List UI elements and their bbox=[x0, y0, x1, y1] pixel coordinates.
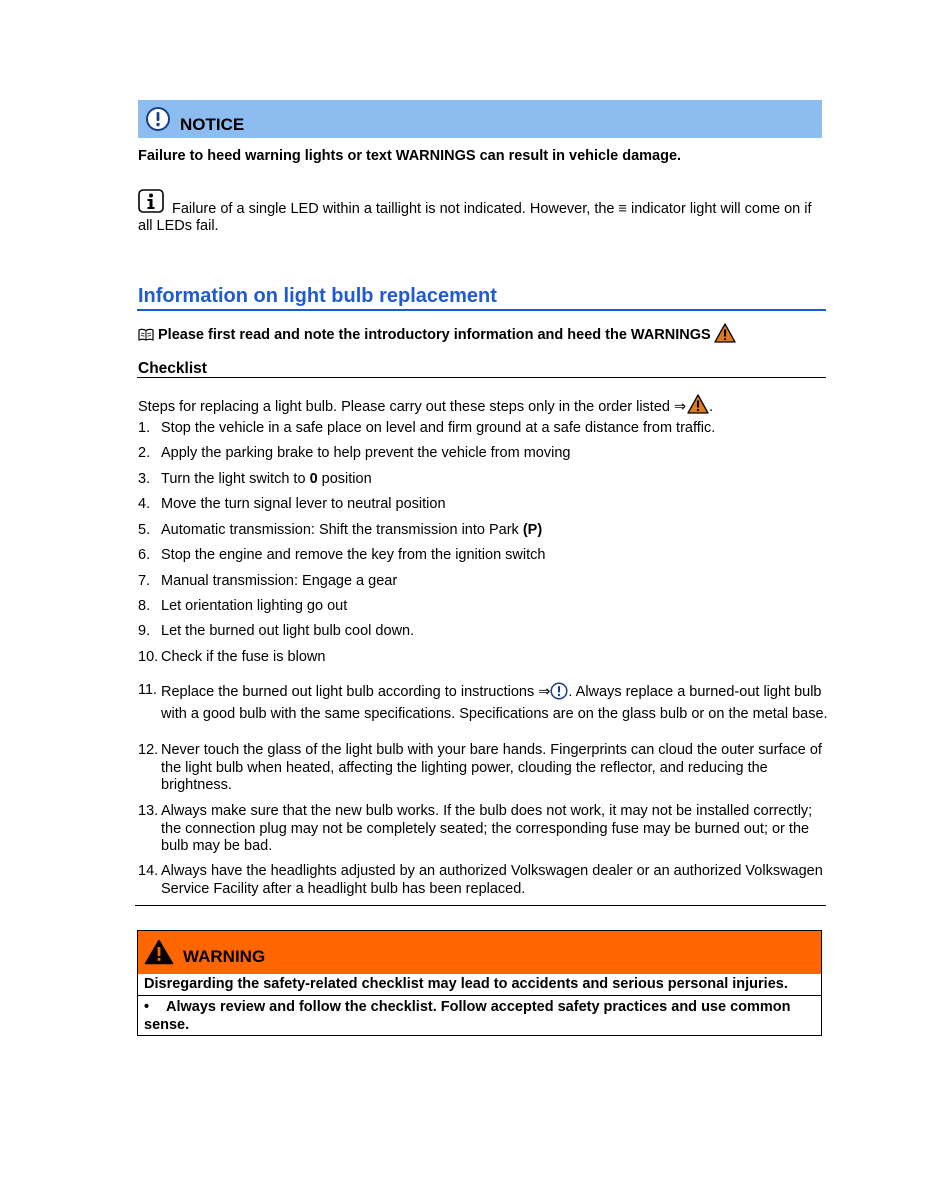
warning-title: WARNING bbox=[183, 947, 266, 966]
step-number: 1. bbox=[138, 420, 151, 436]
step-text: Let the burned out light bulb cool down. bbox=[161, 623, 415, 639]
warning-box bbox=[137, 930, 822, 1036]
step-number: 8. bbox=[138, 598, 151, 614]
book-icon bbox=[138, 328, 154, 345]
section-heading: Information on light bulb replacement bbox=[138, 285, 497, 307]
step-number: 11. bbox=[138, 682, 158, 698]
checklist-title: Checklist bbox=[138, 360, 207, 377]
step-number: 4. bbox=[138, 496, 151, 512]
notice-text: Failure to heed warning lights or text WARNINGS can result in vehicle damage. bbox=[138, 148, 682, 164]
step-text: Manual transmission: Engage a gear bbox=[161, 573, 398, 589]
step-text: Automatic transmission: Shift the transmission into Park (P) bbox=[161, 522, 543, 538]
warning-triangle-icon[interactable] bbox=[714, 323, 736, 347]
warning-triangle-icon[interactable] bbox=[687, 394, 709, 418]
section-divider bbox=[135, 905, 826, 906]
warning-text: Disregarding the safety-related checklist may lead to accidents and serious personal injuries. bbox=[138, 974, 821, 996]
info-note-text: Failure of a single LED within a taillight is not indicated. However, the ≡ indicator light will come on if all LEDs fail. bbox=[138, 201, 812, 234]
step-number: 9. bbox=[138, 623, 151, 639]
steps-intro-period: . bbox=[709, 399, 714, 415]
step-text: Replace the burned out light bulb according to instructions ⇒ . Always replace a burned-out light bulb with a good bulb with the same specifications. Specifications are on the glass bulb or on the metal base. bbox=[161, 684, 828, 722]
step-text: Stop the engine and remove the key from the ignition switch bbox=[161, 547, 546, 563]
warning-bullet-text: Always review and follow the checklist. Follow accepted safety practices and use common sense. bbox=[144, 999, 791, 1033]
checklist-divider bbox=[137, 377, 826, 378]
step-text: Stop the vehicle in a safe place on level and firm ground at a safe distance from traffic. bbox=[161, 420, 716, 436]
intro-line bbox=[138, 323, 736, 347]
notice-header bbox=[138, 100, 822, 138]
step-number: 6. bbox=[138, 547, 151, 563]
step-text: Always have the headlights adjusted by an authorized Volkswagen dealer or an authorized Volkswagen Service Facility after a headlight bulb has been replaced. bbox=[161, 863, 823, 897]
step-number: 13. bbox=[138, 803, 159, 819]
bullet-icon: • bbox=[144, 999, 150, 1015]
step-number: 5. bbox=[138, 522, 151, 538]
intro-text: Please first read and note the introductory information and heed the WARNINGS bbox=[158, 327, 711, 343]
warning-bullet-item bbox=[144, 998, 816, 1034]
step-number: 12. bbox=[138, 742, 159, 758]
step-text: Let orientation lighting go out bbox=[161, 598, 348, 614]
step-text: Always make sure that the new bulb works. If the bulb does not work, it may not be installed correctly; the connection plug may not be completely seated; the corresponding fuse may be burned out; or the bulb may be bad. bbox=[161, 803, 813, 854]
step-text: Never touch the glass of the light bulb with your bare hands. Fingerprints can cloud the outer surface of the light bulb when heated, affecting the lighting power, clouding the reflector, and reducing the brightness. bbox=[161, 742, 822, 793]
notice-exclamation-icon[interactable] bbox=[550, 682, 568, 706]
step-number: 3. bbox=[138, 471, 151, 487]
info-note bbox=[138, 201, 828, 235]
step-number: 14. bbox=[138, 863, 159, 879]
notice-exclamation-icon bbox=[145, 106, 171, 136]
heading-divider bbox=[137, 309, 826, 311]
warning-triangle-icon bbox=[144, 939, 174, 969]
step-text: Apply the parking brake to help prevent the vehicle from moving bbox=[161, 445, 571, 461]
step-number: 7. bbox=[138, 573, 151, 589]
step-text: Check if the fuse is blown bbox=[161, 649, 326, 665]
steps-intro-text: Steps for replacing a light bulb. Please carry out these steps only in the order listed ⇒ bbox=[138, 399, 687, 415]
notice-title: NOTICE bbox=[180, 115, 245, 134]
steps-intro bbox=[138, 394, 713, 418]
step-number: 2. bbox=[138, 445, 151, 461]
step-text: Turn the light switch to 0 position bbox=[161, 471, 372, 487]
warning-header bbox=[138, 931, 821, 974]
step-text: Move the turn signal lever to neutral position bbox=[161, 496, 446, 512]
step-number: 10. bbox=[138, 649, 159, 665]
